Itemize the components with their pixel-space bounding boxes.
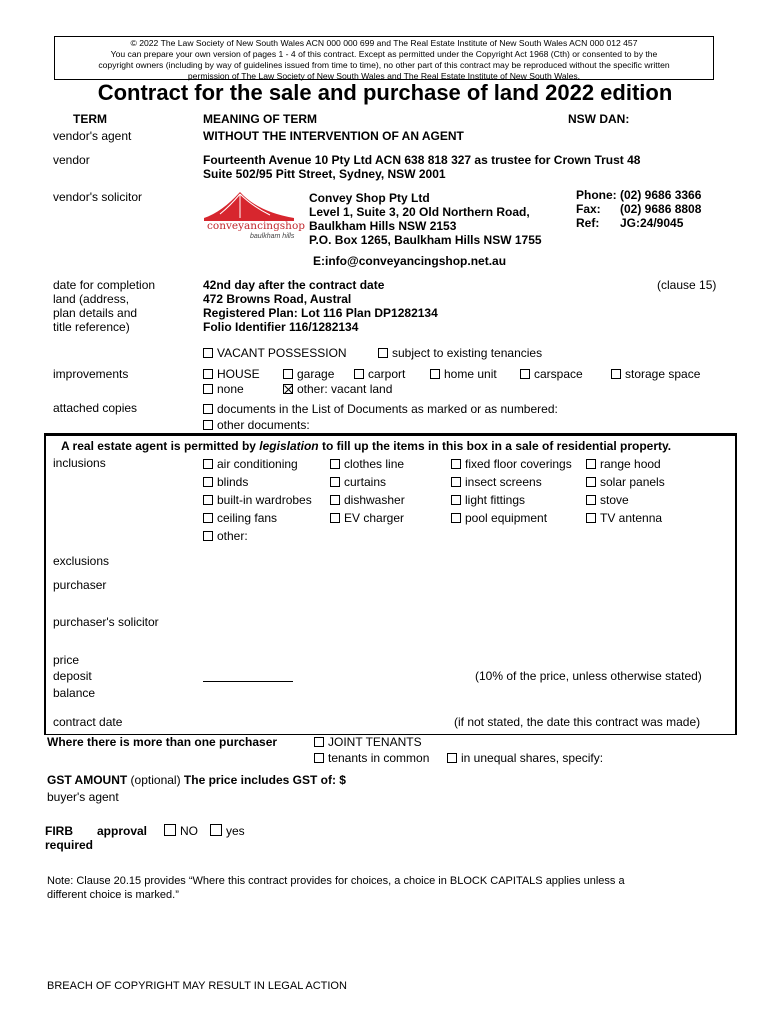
checkbox-icon[interactable]: [330, 459, 340, 469]
vendors-solicitor-label: vendor's solicitor: [53, 190, 142, 204]
option-label: light fittings: [465, 493, 526, 507]
storage-option[interactable]: [611, 367, 700, 382]
inclusion-other[interactable]: [203, 529, 248, 544]
tenants-in-common-option[interactable]: [314, 751, 429, 766]
option-label: other documents:: [217, 418, 310, 432]
inclusion-dishwasher[interactable]: [330, 493, 405, 508]
option-label: blinds: [217, 475, 249, 489]
checkbox-icon[interactable]: [451, 495, 461, 505]
logo-subtext: baulkham hills: [250, 233, 295, 240]
checkbox-icon[interactable]: [203, 495, 213, 505]
copyright-notice: [54, 36, 714, 80]
meaning-header: MEANING OF TERM: [203, 112, 317, 126]
ref-value: JG:24/9045: [620, 216, 684, 230]
option-label: other: vacant land: [297, 382, 393, 396]
home-unit-option[interactable]: [430, 367, 497, 382]
checkbox-icon[interactable]: [203, 348, 213, 358]
option-label: fixed floor coverings: [465, 457, 572, 471]
inclusion-blinds[interactable]: [203, 475, 248, 490]
carspace-option[interactable]: [520, 367, 583, 382]
conveyancing-shop-logo: [200, 188, 305, 244]
option-label: stove: [600, 493, 629, 507]
documents-list-option[interactable]: [203, 402, 558, 417]
checkbox-icon[interactable]: [451, 459, 461, 469]
checkbox-icon[interactable]: [330, 513, 340, 523]
land-folio: Folio Identifier 116/1282134: [203, 320, 359, 334]
checkbox-icon[interactable]: [203, 459, 213, 469]
checkbox-icon[interactable]: [520, 369, 530, 379]
checkbox-icon[interactable]: [330, 477, 340, 487]
option-label: TV antenna: [600, 511, 663, 525]
inclusion-pool-equipment[interactable]: [451, 511, 547, 526]
buyers-agent-label: buyer's agent: [47, 790, 119, 804]
heading-text: A real estate agent is permitted by: [61, 439, 260, 453]
checkbox-icon[interactable]: [451, 477, 461, 487]
land-address: 472 Browns Road, Austral: [203, 292, 352, 306]
inclusion-light-fittings[interactable]: [451, 493, 525, 508]
inclusion-air-conditioning[interactable]: [203, 457, 298, 472]
carport-option[interactable]: [354, 367, 405, 382]
option-label: ceiling fans: [217, 511, 278, 525]
price-label: price: [53, 653, 80, 667]
tenancies-option[interactable]: [378, 346, 542, 361]
firb-required-label: required: [45, 838, 94, 852]
checkbox-icon[interactable]: [611, 369, 621, 379]
gst-amount-line: [47, 773, 346, 788]
land-label: title reference): [53, 320, 130, 334]
completion-label: date for completion: [53, 278, 156, 292]
completion-clause: (clause 15): [657, 278, 717, 292]
deposit-underline[interactable]: [203, 681, 293, 682]
option-label: in unequal shares, specify:: [461, 751, 604, 765]
phone-label: Phone:: [576, 188, 617, 202]
deposit-note: (10% of the price, unless otherwise stated): [475, 669, 702, 683]
firb-yes-option[interactable]: [210, 824, 245, 839]
option-label: JOINT TENANTS: [328, 735, 422, 749]
checkbox-icon[interactable]: [430, 369, 440, 379]
option-label: dishwasher: [344, 493, 405, 507]
option-label: documents in the List of Documents as marked or as numbered:: [217, 402, 558, 416]
copyright-line: You can prepare your own version of pages 1 - 4 of this contract. Except as permitted under the Copyright Act 1968 (Cth) or consented to by the: [110, 49, 658, 59]
deposit-label: deposit: [53, 669, 92, 683]
option-label: carport: [368, 367, 406, 381]
checkbox-icon[interactable]: [586, 477, 596, 487]
firb-no-option[interactable]: [164, 824, 198, 839]
page-title: Contract for the sale and purchase of land 2022 edition: [97, 80, 673, 105]
checkbox-icon[interactable]: [203, 531, 213, 541]
term-header: TERM: [73, 112, 107, 126]
copyright-line: copyright owners (including by way of guidelines issued from time to time), no other part of this contract may be reproduced without the specific written: [98, 60, 670, 70]
land-label: land (address,: [53, 292, 130, 306]
heading-text: to fill up the items in this box in a sale of residential property.: [318, 439, 672, 453]
checkbox-icon[interactable]: [203, 369, 213, 379]
option-label: home unit: [444, 367, 497, 381]
option-label: EV charger: [344, 511, 405, 525]
option-label: tenants in common: [328, 751, 430, 765]
option-label: none: [217, 382, 244, 396]
unequal-shares-option[interactable]: [447, 751, 603, 766]
checkbox-icon[interactable]: [203, 477, 213, 487]
logo-text: conveyancingshop: [207, 220, 305, 232]
checkbox-icon[interactable]: [203, 513, 213, 523]
inclusion-clothes-line[interactable]: [330, 457, 404, 472]
purchaser-label: purchaser: [53, 578, 107, 592]
gst-optional: (optional): [127, 773, 184, 787]
option-label: subject to existing tenancies: [392, 346, 543, 360]
other-documents-option[interactable]: [203, 418, 310, 433]
attached-copies-label: attached copies: [53, 401, 138, 415]
agent-box-heading: [61, 439, 671, 454]
option-label: clothes line: [344, 457, 405, 471]
inclusion-range-hood[interactable]: [586, 457, 661, 472]
joint-tenants-option[interactable]: [314, 735, 422, 750]
note-line: Note: Clause 20.15 provides “Where this contract provides for choices, a choice in BLOCK CAPITALS applies unless a: [47, 875, 625, 887]
checkbox-icon[interactable]: [314, 737, 324, 747]
phone-value: (02) 9686 3366: [620, 188, 702, 202]
clause-note: [47, 874, 625, 902]
option-label: curtains: [344, 475, 387, 489]
checkbox-icon[interactable]: [203, 404, 213, 414]
checkbox-icon[interactable]: [586, 495, 596, 505]
firb-label: FIRB: [45, 824, 73, 838]
gst-label: GST AMOUNT: [47, 773, 128, 787]
inclusion-ev-charger[interactable]: [330, 511, 404, 526]
vendor-address: Suite 502/95 Pitt Street, Sydney, NSW 2001: [203, 167, 446, 181]
checkbox-icon[interactable]: [164, 824, 176, 836]
checkbox-icon[interactable]: [210, 824, 222, 836]
option-label: storage space: [625, 367, 701, 381]
exclusions-label: exclusions: [53, 554, 110, 568]
option-label: pool equipment: [465, 511, 548, 525]
land-label: plan details and: [53, 306, 138, 320]
inclusion-tv-antenna[interactable]: [586, 511, 662, 526]
checkbox-icon[interactable]: [378, 348, 388, 358]
checkbox-icon[interactable]: [586, 513, 596, 523]
inclusion-wardrobes[interactable]: [203, 493, 312, 508]
inclusion-insect-screens[interactable]: [451, 475, 542, 490]
checkbox-icon[interactable]: [314, 753, 324, 763]
improvements-label: improvements: [53, 367, 129, 381]
vendors-agent-label: vendor's agent: [53, 129, 132, 143]
firb-approval-label: approval: [97, 824, 148, 838]
vendor-label: vendor: [53, 153, 90, 167]
checkbox-icon[interactable]: [354, 369, 364, 379]
copyright-line: permission of The Law Society of New South Wales and The Real Estate Institute of New South Wales.: [187, 71, 581, 81]
option-label: solar panels: [600, 475, 665, 489]
garage-option[interactable]: [283, 367, 334, 382]
land-plan: Registered Plan: Lot 116 Plan DP1282134: [203, 306, 438, 320]
fax-label: Fax:: [576, 202, 601, 216]
solicitor-name: Convey Shop Pty Ltd: [309, 191, 430, 205]
contract-date-note: (if not stated, the date this contract was made): [454, 715, 701, 729]
solicitor-address-3: P.O. Box 1265, Baulkham Hills NSW 1755: [309, 233, 542, 247]
inclusion-curtains[interactable]: [330, 475, 386, 490]
multiple-purchasers-label: Where there is more than one purchaser: [47, 735, 278, 749]
inclusions-label: inclusions: [53, 456, 106, 470]
inclusion-solar-panels[interactable]: [586, 475, 665, 490]
solicitor-address-2: Baulkham Hills NSW 2153: [309, 219, 457, 233]
vacant-possession-option[interactable]: [203, 346, 347, 361]
solicitor-email: E:info@conveyancingshop.net.au: [313, 254, 507, 268]
checkbox-icon[interactable]: [203, 384, 213, 394]
option-label: insect screens: [465, 475, 542, 489]
note-line: different choice is marked.”: [47, 889, 179, 901]
purchasers-solicitor-label: purchaser's solicitor: [53, 615, 159, 629]
nsw-dan-label: NSW DAN:: [568, 112, 630, 126]
option-label: NO: [180, 824, 198, 838]
option-label: built-in wardrobes: [217, 493, 312, 507]
option-label: other:: [217, 529, 248, 543]
vendor-name: Fourteenth Avenue 10 Pty Ltd ACN 638 818 327 as trustee for Crown Trust 48: [203, 153, 641, 167]
checkbox-icon[interactable]: [283, 369, 293, 379]
other-improvement-option[interactable]: [283, 382, 392, 397]
gst-price-label: The price includes GST of: $: [183, 773, 346, 787]
checkbox-icon[interactable]: [451, 513, 461, 523]
balance-label: balance: [53, 686, 96, 700]
option-label: carspace: [534, 367, 583, 381]
ref-label: Ref:: [576, 216, 600, 230]
house-option[interactable]: [203, 367, 260, 382]
option-label: HOUSE: [217, 367, 260, 381]
checkbox-icon[interactable]: [330, 495, 340, 505]
contract-date-label: contract date: [53, 715, 123, 729]
none-option[interactable]: [203, 382, 244, 397]
checkbox-icon[interactable]: [203, 420, 213, 430]
option-label: air conditioning: [217, 457, 298, 471]
option-label: range hood: [600, 457, 661, 471]
copyright-line: © 2022 The Law Society of New South Wales ACN 000 000 699 and The Real Estate Institute of New South Wales ACN 000 012 457: [130, 38, 638, 48]
heading-emphasis: legislation: [259, 439, 319, 453]
inclusion-floor-coverings[interactable]: [451, 457, 572, 472]
inclusion-stove[interactable]: [586, 493, 629, 508]
checked-checkbox-icon[interactable]: [283, 384, 293, 394]
checkbox-icon[interactable]: [447, 753, 457, 763]
checkbox-icon[interactable]: [586, 459, 596, 469]
completion-value: 42nd day after the contract date: [203, 278, 385, 292]
inclusion-ceiling-fans[interactable]: [203, 511, 277, 526]
option-label: VACANT POSSESSION: [217, 346, 347, 360]
option-label: yes: [226, 824, 245, 838]
option-label: garage: [297, 367, 335, 381]
solicitor-address-1: Level 1, Suite 3, 20 Old Northern Road,: [309, 205, 530, 219]
vendors-agent-value: WITHOUT THE INTERVENTION OF AN AGENT: [203, 129, 464, 143]
copyright-warning: BREACH OF COPYRIGHT MAY RESULT IN LEGAL ACTION: [47, 980, 347, 992]
fax-value: (02) 9686 8808: [620, 202, 702, 216]
